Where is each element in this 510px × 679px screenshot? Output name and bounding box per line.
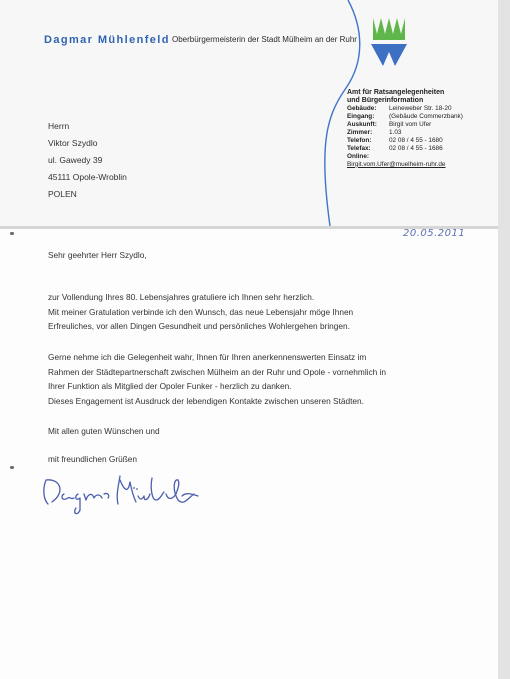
recipient-line: POLEN bbox=[48, 189, 77, 199]
handwritten-signature bbox=[38, 466, 203, 518]
office-row bbox=[347, 105, 463, 113]
office-row bbox=[347, 137, 463, 145]
paragraph-line: Mit meiner Gratulation verbinde ich den Wunsch, das neue Lebensjahr möge Ihnen bbox=[48, 306, 354, 317]
paragraph-line: Dieses Engagement ist Ausdruck der lebendigen Kontakte zwischen unseren Städten. bbox=[48, 395, 364, 406]
office-row-label: Online: bbox=[347, 152, 370, 160]
logo-green-figure-icon bbox=[373, 18, 405, 40]
paragraph-line: Rahmen der Städtepartnerschaft zwischen Mülheim an der Ruhr und Opole - vornehmlich in bbox=[48, 366, 387, 377]
office-row bbox=[347, 145, 463, 153]
office-row-value: (Gebäude Commerzbank) bbox=[389, 113, 463, 121]
office-heading: und Bürgerinformation bbox=[347, 97, 424, 105]
recipient-line: ul. Gawedy 39 bbox=[48, 155, 103, 165]
office-row bbox=[347, 121, 463, 129]
office-row-label: Eingang: bbox=[347, 113, 375, 121]
paragraph-line: zur Vollendung Ihres 80. Lebensjahres gratuliere ich Ihnen sehr herzlich. bbox=[48, 292, 315, 302]
office-row-value: Birgit vom Ufer bbox=[389, 121, 432, 129]
recipient-line: Viktor Szydlo bbox=[48, 138, 98, 148]
paragraph-line: Gerne nehme ich die Gelegenheit wahr, Ihnen für Ihren anerkennenswerten Einsatz im bbox=[48, 352, 367, 362]
salutation-block bbox=[48, 248, 147, 263]
office-row-label: Auskunft: bbox=[347, 121, 377, 129]
office-row-value: 1.03 bbox=[389, 129, 402, 137]
scan-edge bbox=[498, 0, 510, 679]
office-row-value: Leineweber Str. 18-20 bbox=[389, 105, 452, 113]
office-row-value: 02 08 / 4 55 - 1680 bbox=[389, 137, 443, 145]
office-row bbox=[347, 129, 463, 137]
paragraph-1 bbox=[48, 290, 353, 334]
closing-2-block bbox=[48, 452, 137, 467]
punch-hole-mark bbox=[10, 232, 14, 235]
closing-line: Mit allen guten Wünschen und bbox=[48, 426, 160, 436]
closing-1-block bbox=[48, 424, 160, 439]
paragraph-line: Ihrer Funktion als Mitglied der Opoler Funker - herzlich zu danken. bbox=[48, 381, 292, 391]
office-heading: Amt für Ratsangelegenheiten bbox=[347, 89, 445, 96]
mayor-name: Dagmar Mühlenfeld bbox=[44, 34, 170, 46]
recipient-line: Herrn bbox=[48, 121, 70, 131]
paragraph-line: Erfreuliches, vor allen Dingen Gesundheit und persönliches Wohlergehen bringen. bbox=[48, 321, 350, 331]
office-row-label: Telefon: bbox=[347, 137, 372, 145]
recipient-line: 45111 Opole-Wroblin bbox=[48, 172, 127, 182]
office-row-value: 02 08 / 4 55 - 1686 bbox=[389, 144, 443, 152]
paragraph-2 bbox=[48, 350, 386, 408]
office-row-label: Telefax: bbox=[347, 144, 371, 152]
office-row-label: Gebäude: bbox=[347, 105, 377, 113]
office-email-link[interactable]: Birgit.vom.Ufer@muelheim-ruhr.de bbox=[347, 160, 446, 168]
closing-line: mit freundlichen Grüßen bbox=[48, 454, 138, 464]
office-row bbox=[347, 153, 463, 161]
punch-hole-mark bbox=[10, 466, 14, 469]
recipient-address bbox=[48, 118, 127, 203]
logo-blue-figure-icon bbox=[371, 44, 407, 66]
city-logo-icon bbox=[365, 16, 413, 68]
mayor-title: Oberbürgermeisterin der Stadt Mülheim an der Ruhr bbox=[172, 35, 357, 44]
office-info-block bbox=[347, 89, 463, 169]
salutation: Sehr geehrter Herr Szydlo, bbox=[48, 250, 147, 260]
handwritten-date: 20.05.2011 bbox=[403, 228, 466, 239]
office-row bbox=[347, 113, 463, 121]
office-row-label: Zimmer: bbox=[347, 129, 373, 137]
